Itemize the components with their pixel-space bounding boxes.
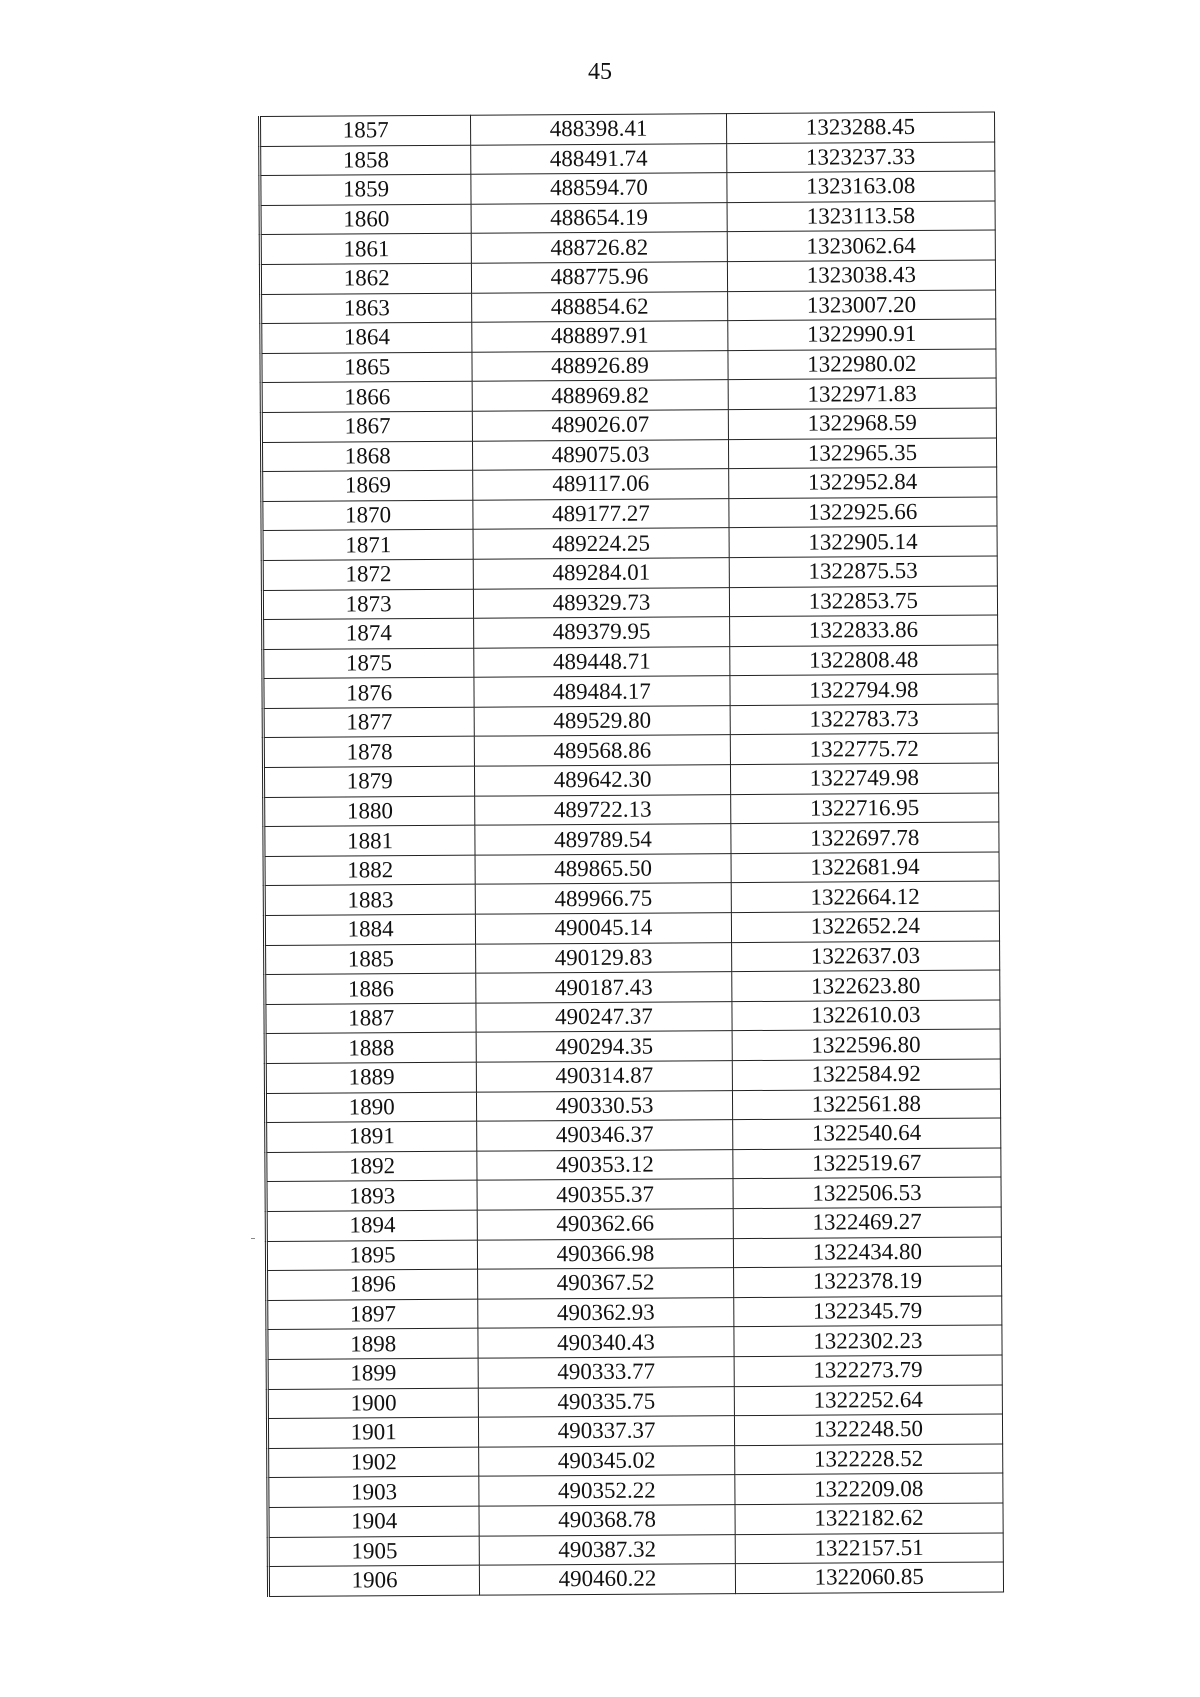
table-row — [261, 408, 996, 442]
table-row — [268, 1473, 1003, 1507]
x-coordinate-cell: 490362.93 — [478, 1297, 734, 1328]
point-number-cell: 1863 — [261, 293, 472, 324]
table-row — [264, 793, 999, 827]
x-coordinate-cell: 490387.32 — [479, 1534, 735, 1565]
table-row — [265, 1000, 1000, 1034]
table-row — [265, 1029, 1000, 1063]
point-number-cell: 1881 — [264, 825, 475, 856]
y-coordinate-cell: 1322794.98 — [730, 674, 999, 705]
table-row — [265, 1059, 1000, 1093]
x-coordinate-cell: 488491.74 — [471, 143, 727, 174]
x-coordinate-cell: 490355.37 — [477, 1179, 733, 1210]
y-coordinate-cell: 1322716.95 — [730, 793, 999, 824]
y-coordinate-cell: 1322905.14 — [729, 526, 998, 557]
point-number-cell: 1904 — [268, 1506, 479, 1537]
x-coordinate-cell: 488854.62 — [472, 291, 728, 322]
x-coordinate-cell: 489568.86 — [475, 735, 731, 766]
y-coordinate-cell: 1322469.27 — [733, 1207, 1002, 1238]
table-row — [268, 1562, 1003, 1596]
x-coordinate-cell: 490330.53 — [477, 1090, 733, 1121]
y-coordinate-cell: 1322808.48 — [729, 645, 998, 676]
table-row — [262, 585, 997, 619]
x-coordinate-cell: 490187.43 — [476, 972, 732, 1003]
x-coordinate-cell: 489026.07 — [473, 410, 729, 441]
point-number-cell: 1869 — [262, 470, 473, 501]
x-coordinate-cell: 489224.25 — [473, 528, 729, 559]
point-number-cell: 1879 — [263, 766, 474, 797]
x-coordinate-cell: 490333.77 — [478, 1357, 734, 1388]
x-coordinate-cell: 490352.22 — [479, 1475, 735, 1506]
x-coordinate-cell: 490460.22 — [480, 1564, 736, 1595]
point-number-cell: 1891 — [266, 1121, 477, 1152]
y-coordinate-cell: 1322060.85 — [735, 1562, 1004, 1593]
point-number-cell: 1871 — [262, 530, 473, 561]
x-coordinate-cell: 490346.37 — [477, 1120, 733, 1151]
table-row — [260, 171, 995, 205]
y-coordinate-cell: 1322378.19 — [733, 1266, 1002, 1297]
x-coordinate-cell: 488969.82 — [472, 380, 728, 411]
x-coordinate-cell: 490335.75 — [479, 1386, 735, 1417]
point-number-cell: 1868 — [261, 441, 472, 472]
table-row — [263, 615, 998, 649]
table-row — [267, 1414, 1002, 1448]
y-coordinate-cell: 1322157.51 — [735, 1532, 1004, 1563]
point-number-cell: 1906 — [268, 1565, 479, 1596]
point-number-cell: 1898 — [267, 1329, 478, 1360]
table-row — [264, 852, 999, 886]
x-coordinate-cell: 490353.12 — [477, 1149, 733, 1180]
x-coordinate-cell: 490340.43 — [478, 1327, 734, 1358]
table-row — [267, 1266, 1002, 1300]
table-row — [261, 319, 996, 353]
margin-mark — [251, 1238, 255, 1239]
y-coordinate-cell: 1322506.53 — [733, 1177, 1002, 1208]
y-coordinate-cell: 1322252.64 — [734, 1385, 1003, 1416]
coordinates-table — [258, 111, 1004, 1596]
x-coordinate-cell: 489177.27 — [473, 498, 729, 529]
y-coordinate-cell: 1322925.66 — [729, 497, 998, 528]
point-number-cell: 1865 — [261, 352, 472, 383]
y-coordinate-cell: 1322664.12 — [731, 881, 1000, 912]
x-coordinate-cell: 490368.78 — [479, 1505, 735, 1536]
table-row — [261, 349, 996, 383]
x-coordinate-cell: 490367.52 — [478, 1268, 734, 1299]
point-number-cell: 1889 — [265, 1062, 476, 1093]
y-coordinate-cell: 1322248.50 — [734, 1414, 1003, 1445]
point-number-cell: 1900 — [267, 1388, 478, 1419]
y-coordinate-cell: 1322968.59 — [728, 408, 997, 439]
point-number-cell: 1897 — [267, 1299, 478, 1330]
table-row — [262, 556, 997, 590]
point-number-cell: 1902 — [268, 1447, 479, 1478]
table-row — [263, 674, 998, 708]
point-number-cell: 1884 — [264, 914, 475, 945]
point-number-cell: 1860 — [260, 204, 471, 235]
x-coordinate-cell: 489966.75 — [476, 883, 732, 914]
point-number-cell: 1895 — [266, 1240, 477, 1271]
point-number-cell: 1861 — [260, 234, 471, 265]
table-row — [260, 112, 995, 146]
point-number-cell: 1894 — [266, 1210, 477, 1241]
point-number-cell: 1883 — [264, 885, 475, 916]
point-number-cell: 1880 — [264, 796, 475, 827]
y-coordinate-cell: 1323113.58 — [727, 201, 996, 232]
x-coordinate-cell: 489075.03 — [473, 439, 729, 470]
y-coordinate-cell: 1322652.24 — [731, 911, 1000, 942]
y-coordinate-cell: 1322875.53 — [729, 556, 998, 587]
point-number-cell: 1896 — [267, 1269, 478, 1300]
y-coordinate-cell: 1322596.80 — [732, 1029, 1001, 1060]
point-number-cell: 1864 — [261, 322, 472, 353]
table-row — [261, 438, 996, 472]
y-coordinate-cell: 1322519.67 — [732, 1148, 1001, 1179]
x-coordinate-cell: 489329.73 — [474, 587, 730, 618]
table-row — [267, 1296, 1002, 1330]
x-coordinate-cell: 489722.13 — [475, 794, 731, 825]
x-coordinate-cell: 490045.14 — [476, 913, 732, 944]
point-number-cell: 1901 — [267, 1417, 478, 1448]
y-coordinate-cell: 1323163.08 — [727, 171, 996, 202]
table-row — [266, 1148, 1001, 1182]
y-coordinate-cell: 1322833.86 — [729, 615, 998, 646]
x-coordinate-cell: 488594.70 — [471, 173, 727, 204]
x-coordinate-cell: 490294.35 — [476, 1031, 732, 1062]
point-number-cell: 1903 — [268, 1476, 479, 1507]
point-number-cell: 1862 — [260, 263, 471, 294]
table-row — [267, 1325, 1002, 1359]
table-row — [268, 1532, 1003, 1566]
point-number-cell: 1886 — [265, 973, 476, 1004]
table-row — [268, 1444, 1003, 1478]
y-coordinate-cell: 1323062.64 — [727, 230, 996, 261]
x-coordinate-cell: 489117.06 — [473, 469, 729, 500]
point-number-cell: 1872 — [262, 559, 473, 590]
x-coordinate-cell: 490366.98 — [478, 1238, 734, 1269]
x-coordinate-cell: 490362.66 — [478, 1209, 734, 1240]
point-number-cell: 1875 — [263, 648, 474, 679]
table-row — [267, 1355, 1002, 1389]
y-coordinate-cell: 1322561.88 — [732, 1089, 1001, 1120]
point-number-cell: 1887 — [265, 1003, 476, 1034]
x-coordinate-cell: 488398.41 — [471, 114, 727, 145]
y-coordinate-cell: 1323237.33 — [726, 142, 995, 173]
table-row — [268, 1503, 1003, 1537]
y-coordinate-cell: 1323007.20 — [727, 290, 996, 321]
table-row — [264, 822, 999, 856]
table-row — [265, 941, 1000, 975]
table-row — [262, 467, 997, 501]
y-coordinate-cell: 1322783.73 — [730, 704, 999, 735]
x-coordinate-cell: 489284.01 — [474, 558, 730, 589]
y-coordinate-cell: 1322971.83 — [728, 378, 997, 409]
y-coordinate-cell: 1322182.62 — [735, 1503, 1004, 1534]
point-number-cell: 1878 — [263, 737, 474, 768]
table-row — [263, 733, 998, 767]
table-row — [263, 645, 998, 679]
x-coordinate-cell: 489379.95 — [474, 617, 730, 648]
x-coordinate-cell: 490345.02 — [479, 1445, 735, 1476]
table-row — [264, 881, 999, 915]
table-row — [260, 201, 995, 235]
table-row — [260, 230, 995, 264]
page-number: 45 — [588, 59, 612, 85]
y-coordinate-cell: 1322697.78 — [730, 822, 999, 853]
y-coordinate-cell: 1322540.64 — [732, 1118, 1001, 1149]
x-coordinate-cell: 489789.54 — [475, 824, 731, 855]
point-number-cell: 1899 — [267, 1358, 478, 1389]
x-coordinate-cell: 490314.87 — [477, 1061, 733, 1092]
point-number-cell: 1893 — [266, 1181, 477, 1212]
table-row — [266, 1118, 1001, 1152]
point-number-cell: 1885 — [265, 944, 476, 975]
table-row — [260, 260, 995, 294]
table-row — [262, 526, 997, 560]
y-coordinate-cell: 1322853.75 — [729, 585, 998, 616]
y-coordinate-cell: 1322775.72 — [730, 733, 999, 764]
table-row — [265, 970, 1000, 1004]
x-coordinate-cell: 489865.50 — [475, 853, 731, 884]
x-coordinate-cell: 490129.83 — [476, 942, 732, 973]
point-number-cell: 1873 — [262, 589, 473, 620]
y-coordinate-cell: 1322681.94 — [731, 852, 1000, 883]
y-coordinate-cell: 1323038.43 — [727, 260, 996, 291]
point-number-cell: 1857 — [260, 115, 471, 146]
x-coordinate-cell: 488926.89 — [472, 350, 728, 381]
table-row — [263, 763, 998, 797]
y-coordinate-cell: 1322209.08 — [734, 1473, 1003, 1504]
y-coordinate-cell: 1322273.79 — [734, 1355, 1003, 1386]
table-row — [263, 704, 998, 738]
x-coordinate-cell: 490247.37 — [476, 1001, 732, 1032]
point-number-cell: 1859 — [260, 174, 471, 205]
point-number-cell: 1888 — [265, 1033, 476, 1064]
y-coordinate-cell: 1322637.03 — [731, 941, 1000, 972]
y-coordinate-cell: 1322584.92 — [732, 1059, 1001, 1090]
point-number-cell: 1874 — [263, 618, 474, 649]
x-coordinate-cell: 489484.17 — [474, 676, 730, 707]
coordinates-table-body — [260, 112, 1004, 1596]
table-row — [266, 1207, 1001, 1241]
table-row — [266, 1237, 1001, 1271]
y-coordinate-cell: 1322434.80 — [733, 1237, 1002, 1268]
point-number-cell: 1905 — [268, 1536, 479, 1567]
x-coordinate-cell: 488654.19 — [471, 202, 727, 233]
table-row — [267, 1385, 1002, 1419]
point-number-cell: 1867 — [261, 411, 472, 442]
y-coordinate-cell: 1322228.52 — [734, 1444, 1003, 1475]
table-row — [260, 142, 995, 176]
table-row — [261, 378, 996, 412]
table-row — [261, 290, 996, 324]
point-number-cell: 1890 — [265, 1092, 476, 1123]
y-coordinate-cell: 1322749.98 — [730, 763, 999, 794]
x-coordinate-cell: 489448.71 — [474, 646, 730, 677]
point-number-cell: 1876 — [263, 677, 474, 708]
y-coordinate-cell: 1323288.45 — [726, 112, 995, 143]
x-coordinate-cell: 489529.80 — [474, 706, 730, 737]
point-number-cell: 1877 — [263, 707, 474, 738]
point-number-cell: 1882 — [264, 855, 475, 886]
y-coordinate-cell: 1322980.02 — [728, 349, 997, 380]
y-coordinate-cell: 1322345.79 — [733, 1296, 1002, 1327]
point-number-cell: 1870 — [262, 500, 473, 531]
y-coordinate-cell: 1322952.84 — [728, 467, 997, 498]
table-row — [262, 497, 997, 531]
y-coordinate-cell: 1322990.91 — [727, 319, 996, 350]
y-coordinate-cell: 1322965.35 — [728, 438, 997, 469]
x-coordinate-cell: 490337.37 — [479, 1416, 735, 1447]
x-coordinate-cell: 488726.82 — [472, 232, 728, 263]
x-coordinate-cell: 489642.30 — [475, 765, 731, 796]
table-row — [266, 1177, 1001, 1211]
y-coordinate-cell: 1322610.03 — [732, 1000, 1001, 1031]
point-number-cell: 1858 — [260, 145, 471, 176]
y-coordinate-cell: 1322623.80 — [731, 970, 1000, 1001]
y-coordinate-cell: 1322302.23 — [734, 1325, 1003, 1356]
table-row — [265, 1089, 1000, 1123]
point-number-cell: 1892 — [266, 1151, 477, 1182]
table-row — [264, 911, 999, 945]
x-coordinate-cell: 488775.96 — [472, 262, 728, 293]
point-number-cell: 1866 — [261, 382, 472, 413]
x-coordinate-cell: 488897.91 — [472, 321, 728, 352]
